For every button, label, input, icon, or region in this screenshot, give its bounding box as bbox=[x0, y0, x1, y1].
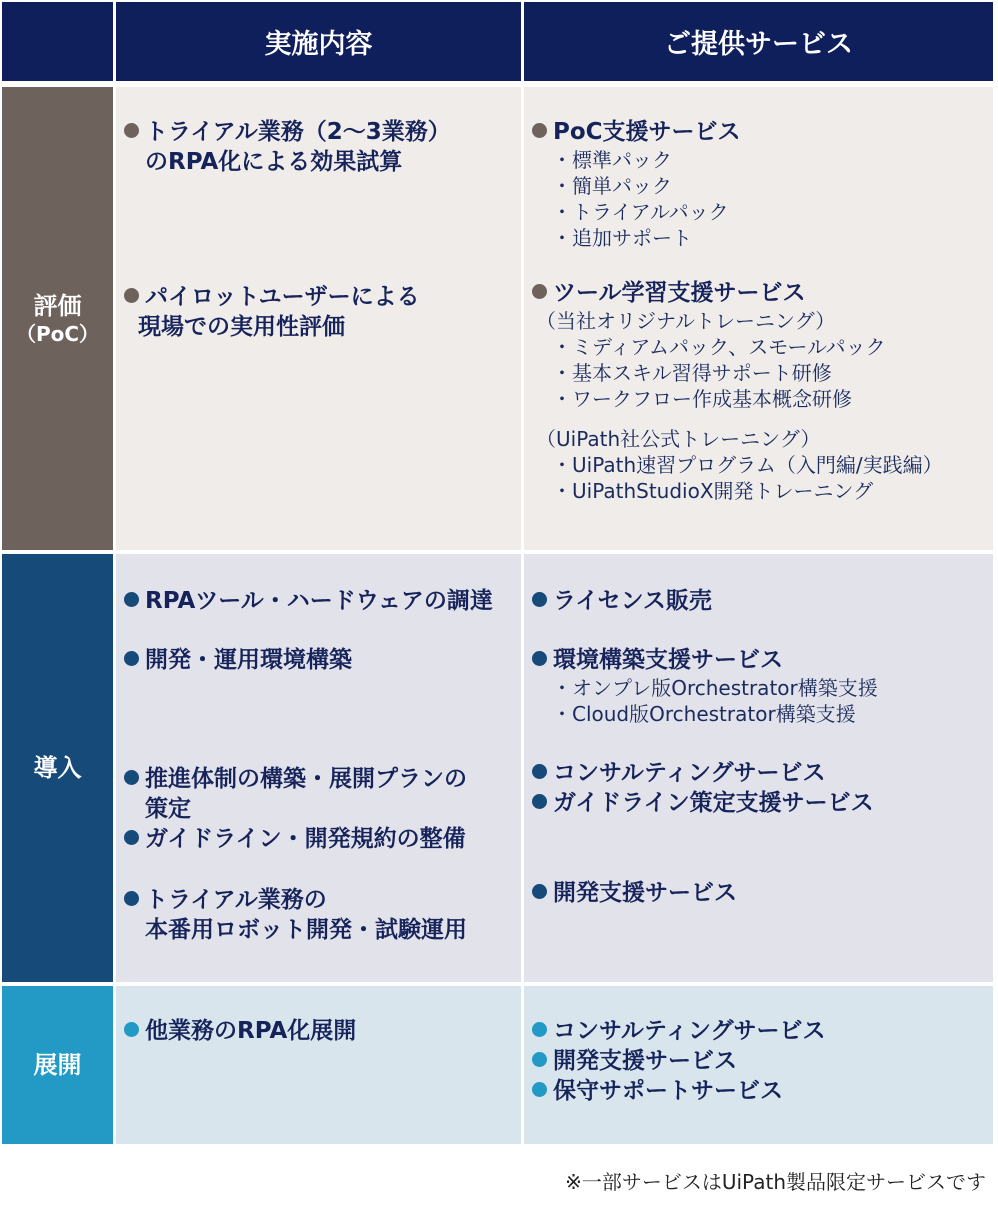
bullet-dot bbox=[532, 1052, 547, 1067]
bullet-dot bbox=[124, 288, 139, 303]
bullet-dot bbox=[532, 123, 547, 138]
header-services bbox=[524, 2, 993, 81]
intro-service-consulting: コンサルティングサービス bbox=[532, 758, 826, 788]
bullet-dot bbox=[532, 592, 547, 607]
expand-service-1: コンサルティングサービス bbox=[532, 1016, 826, 1046]
bullet-dot bbox=[124, 592, 139, 607]
training-item: ・UiPath速習プログラム（入門編/実践編） bbox=[552, 453, 943, 477]
header-content-label: 実施内容 bbox=[264, 29, 373, 60]
training-item: ・基本スキル習得サポート研修 bbox=[552, 361, 832, 385]
bullet-dot bbox=[124, 123, 139, 138]
poc-item: ・トライアルパック bbox=[552, 200, 729, 224]
intro-service-guideline: ガイドライン策定支援サービス bbox=[532, 788, 874, 818]
eval-content-item-2: パイロットユーザーによる 現場での実用性評価 bbox=[124, 282, 420, 342]
bullet-dot bbox=[124, 891, 139, 906]
env-item: ・Cloud版Orchestrator構築支援 bbox=[552, 702, 856, 726]
training-group-2: （UiPath社公式トレーニング） bbox=[536, 427, 821, 451]
intro-service-dev: 開発支援サービス bbox=[532, 878, 737, 908]
bullet-dot bbox=[124, 770, 139, 785]
poc-item: ・追加サポート bbox=[552, 226, 692, 250]
eval-service-poc: PoC支援サービス ・標準パック ・簡単パック ・トライアルパック ・追加サポート bbox=[532, 117, 741, 251]
row-label-expand: 展開 bbox=[33, 1051, 82, 1079]
row-head-expand bbox=[2, 986, 113, 1144]
eval-service-training: ツール学習支援サービス （当社オリジナルトレーニング） ・ミディアムパック、スモールパック ・基本スキル習得サポート研修 ・ワークフロー作成基本概念研修 （UiPath社公式トレーニング） ・UiPath速習プログラム（入門編/実践編） ・UiPathStudioX開発トレーニング bbox=[532, 278, 943, 504]
intro-content-item-3: 推進体制の構築・展開プランの 策定 bbox=[124, 764, 467, 824]
poc-item: ・簡単パック bbox=[552, 174, 672, 198]
bullet-dot bbox=[532, 794, 547, 809]
training-item: ・ワークフロー作成基本概念研修 bbox=[552, 387, 852, 411]
footnote: ※一部サービスはUiPath製品限定サービスです bbox=[565, 1170, 986, 1194]
intro-service-license: ライセンス販売 bbox=[532, 586, 712, 616]
training-group-1: （当社オリジナルトレーニング） bbox=[536, 309, 836, 333]
row-label-eval: 評価 bbox=[33, 291, 82, 320]
eval-content-item-1: トライアル業務（2～3業務） のRPA化による効果試算 bbox=[124, 117, 451, 177]
header-content bbox=[116, 2, 521, 81]
bullet-dot bbox=[124, 1022, 139, 1037]
intro-content-item-5: トライアル業務の 本番用ロボット開発・試験運用 bbox=[124, 885, 467, 945]
row-label-intro: 導入 bbox=[33, 754, 82, 782]
bullet-dot bbox=[124, 830, 139, 845]
training-item: ・ミディアムパック、スモールパック bbox=[552, 335, 886, 359]
expand-service-3: 保守サポートサービス bbox=[532, 1076, 783, 1106]
expand-content-cell bbox=[116, 986, 521, 1144]
bullet-dot bbox=[532, 884, 547, 899]
intro-content-item-1: RPAツール・ハードウェアの調達 bbox=[124, 586, 493, 616]
training-item: ・UiPathStudioX開発トレーニング bbox=[552, 479, 874, 503]
intro-service-env: 環境構築支援サービス ・オンプレ版Orchestrator構築支援 ・Cloud版Orchestrator構築支援 bbox=[532, 645, 878, 727]
bullet-dot bbox=[532, 764, 547, 779]
bullet-dot bbox=[532, 1082, 547, 1097]
bullet-dot bbox=[532, 651, 547, 666]
expand-service-2: 開発支援サービス bbox=[532, 1046, 737, 1076]
header-services-label: ご提供サービス bbox=[664, 29, 853, 60]
env-item: ・オンプレ版Orchestrator構築支援 bbox=[552, 676, 878, 700]
bullet-dot bbox=[532, 284, 547, 299]
intro-content-item-2: 開発・運用環境構築 bbox=[124, 645, 352, 675]
header-corner bbox=[2, 2, 113, 81]
intro-content-item-4: ガイドライン・開発規約の整備 bbox=[124, 824, 466, 854]
row-head-eval bbox=[2, 87, 113, 550]
row-head-intro bbox=[2, 554, 113, 982]
poc-item: ・標準パック bbox=[552, 148, 672, 172]
bullet-dot bbox=[124, 651, 139, 666]
bullet-dot bbox=[532, 1022, 547, 1037]
expand-content-item-1: 他業務のRPA化展開 bbox=[124, 1016, 356, 1046]
row-sublabel-eval: （PoC） bbox=[15, 321, 100, 346]
